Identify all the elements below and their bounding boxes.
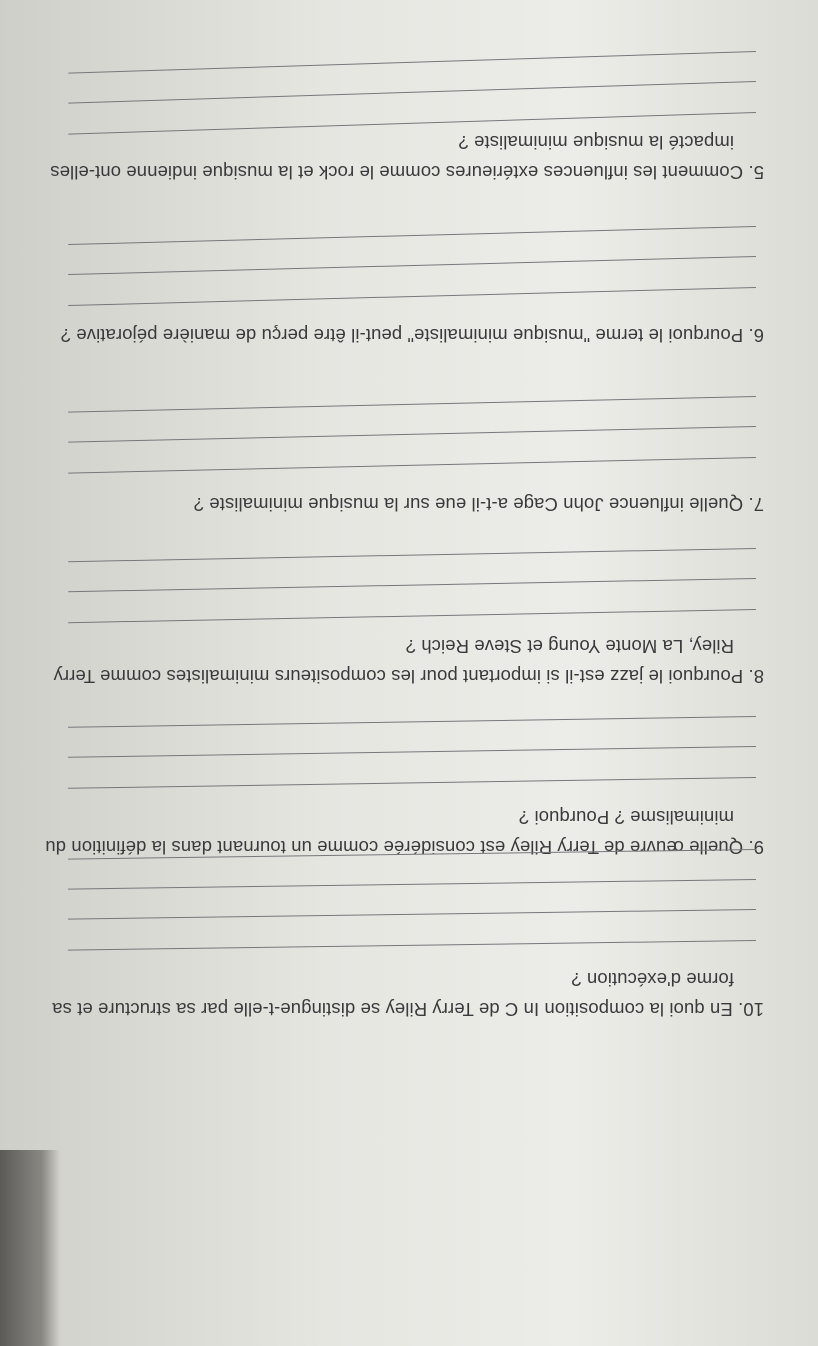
answer-line[interactable] <box>68 940 756 951</box>
answer-line[interactable] <box>68 51 756 74</box>
answer-line[interactable] <box>68 396 756 413</box>
answer-line[interactable] <box>68 548 756 562</box>
answer-line[interactable] <box>68 287 756 306</box>
question-8-line-2: Riley, La Monte Young et Steve Reich ? <box>405 636 734 657</box>
answer-line[interactable] <box>68 256 756 275</box>
answer-line[interactable] <box>68 426 756 443</box>
question-5-line-1: 5. Comment les influences extérieures comme le rock et la musique indienne ont-elles <box>50 162 764 183</box>
question-5-line-2: impacté la musique minimaliste ? <box>458 132 734 153</box>
question-8-line-1: 8. Pourquoi le jazz est-il si important pour les compositeurs minimalistes comme Terry <box>53 666 764 687</box>
answer-line[interactable] <box>68 81 756 104</box>
question-10-line-1: 10. En quoi la composition In C de Terry Riley se distingue-t-elle par sa structure et sa <box>52 999 764 1020</box>
question-6-line-1: 6. Pourquoi le terme "musique minimaliste" peut-il être perçu de manière péjorative ? <box>60 325 764 346</box>
answer-line[interactable] <box>68 909 756 920</box>
question-9-line-1: 9. Quelle œuvre de Terry Riley est considérée comme un tournant dans la définition du <box>45 837 764 858</box>
answer-line[interactable] <box>68 746 756 758</box>
answer-line[interactable] <box>68 609 756 623</box>
answer-line[interactable] <box>68 879 756 890</box>
answer-line[interactable] <box>68 457 756 474</box>
question-7-line-1: 7. Quelle influence John Cage a-t-il eue sur la musique minimaliste ? <box>193 494 764 515</box>
question-10-line-2: forme d'exécution ? <box>571 969 734 990</box>
answer-line[interactable] <box>68 578 756 592</box>
question-9-line-2: minimalisme ? Pourquoi ? <box>518 807 734 828</box>
answer-line[interactable] <box>68 777 756 789</box>
answer-line[interactable] <box>68 226 756 245</box>
answer-line[interactable] <box>68 716 756 728</box>
